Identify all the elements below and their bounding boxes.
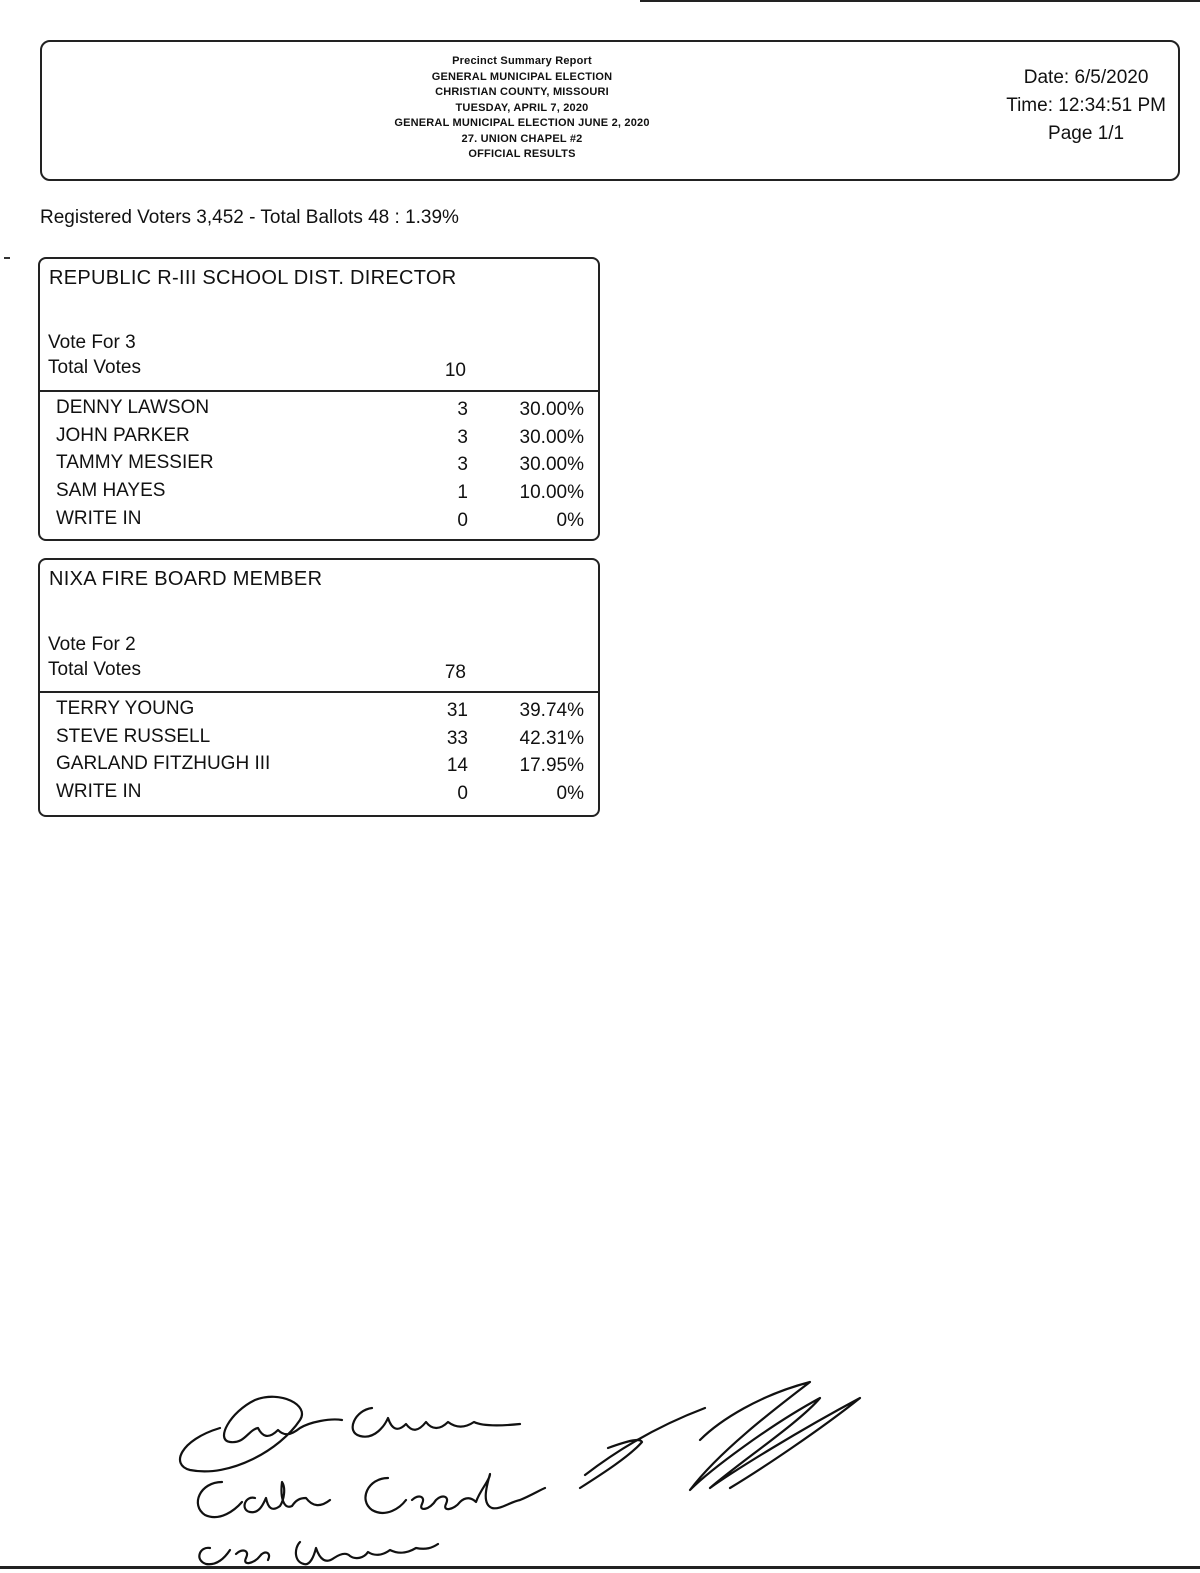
signature-4 [580, 1382, 860, 1490]
total-votes-label: Total Votes [48, 659, 141, 680]
candidate-row [40, 777, 598, 805]
candidate-percent: 30.00% [519, 454, 584, 476]
candidate-row [40, 448, 598, 476]
candidate-name: STEVE RUSSELL [56, 725, 211, 747]
candidate-votes: 0 [457, 783, 468, 805]
candidate-percent: 0% [556, 783, 584, 805]
candidate-name: DENNY LAWSON [56, 397, 210, 418]
contest-title: NIXA FIRE BOARD MEMBER [49, 568, 323, 590]
report-title: Precinct Summary Report [452, 55, 592, 67]
vote-for-count: Vote For 3 [48, 332, 136, 353]
candidate-votes: 0 [457, 509, 468, 531]
candidate-name: JOHN PARKER [56, 424, 190, 446]
candidate-percent: 30.00% [519, 426, 584, 448]
report-date: Date: 6/5/2020 [1023, 67, 1149, 88]
candidate-percent: 30.00% [519, 399, 584, 420]
results-status: OFFICIAL RESULTS [468, 148, 576, 160]
margin-mark [4, 257, 10, 259]
candidate-row [40, 504, 598, 532]
candidate-votes: 14 [446, 755, 468, 777]
signature-3 [199, 1542, 438, 1564]
candidate-row [40, 476, 598, 504]
contest-box-fire-board [38, 558, 600, 817]
contest-box-school-director [38, 257, 600, 541]
candidate-name: TAMMY MESSIER [56, 452, 214, 474]
election-subtitle: GENERAL MUNICIPAL ELECTION JUNE 2, 2020 [394, 117, 650, 129]
turnout-summary: Registered Voters 3,452 - Total Ballots 48 : 1.39% [40, 207, 459, 228]
candidate-percent: 17.95% [519, 755, 584, 777]
signatures [160, 1370, 900, 1570]
candidate-votes: 3 [457, 454, 468, 476]
candidate-percent: 10.00% [519, 482, 584, 504]
candidate-row [40, 749, 598, 777]
report-time: Time: 12:34:51 PM [1006, 95, 1166, 116]
candidate-row [40, 393, 598, 421]
candidate-votes: 3 [457, 426, 468, 448]
total-votes-value: 10 [444, 360, 466, 381]
candidate-list [40, 393, 598, 531]
candidate-name: WRITE IN [56, 781, 142, 803]
bottom-edge-rule [0, 1566, 1200, 1569]
signature-2 [198, 1474, 545, 1517]
page-number: Page 1/1 [1048, 123, 1125, 144]
candidate-votes: 33 [446, 727, 468, 749]
candidate-list [40, 694, 598, 805]
vote-for-count: Vote For 2 [48, 634, 136, 655]
candidate-name: WRITE IN [56, 507, 142, 529]
precinct-name: 27. UNION CHAPEL #2 [461, 132, 583, 145]
top-edge-rule [640, 0, 1200, 2]
candidate-row [40, 722, 598, 750]
contest-divider [40, 691, 598, 693]
county-name: CHRISTIAN COUNTY, MISSOURI [435, 86, 609, 98]
candidate-name: TERRY YOUNG [56, 698, 195, 719]
candidate-percent: 42.31% [519, 727, 584, 749]
candidate-percent: 0% [556, 509, 584, 531]
total-votes-label: Total Votes [48, 357, 141, 378]
candidate-votes: 3 [457, 399, 468, 420]
candidate-name: SAM HAYES [56, 480, 166, 502]
candidate-row [40, 694, 598, 722]
total-votes-value: 78 [444, 662, 466, 683]
candidate-votes: 31 [446, 700, 468, 721]
candidate-row [40, 421, 598, 449]
election-date: TUESDAY, APRIL 7, 2020 [455, 101, 589, 114]
candidate-name: GARLAND FITZHUGH III [56, 753, 271, 775]
contest-title: REPUBLIC R-III SCHOOL DIST. DIRECTOR [49, 267, 457, 289]
signature-1 [180, 1397, 520, 1472]
candidate-votes: 1 [457, 482, 468, 504]
report-header [40, 40, 1180, 181]
election-name: GENERAL MUNICIPAL ELECTION [431, 70, 613, 83]
report-meta [1006, 64, 1166, 148]
candidate-percent: 39.74% [519, 700, 584, 721]
report-header-title-block [362, 54, 682, 163]
contest-divider [40, 390, 598, 392]
